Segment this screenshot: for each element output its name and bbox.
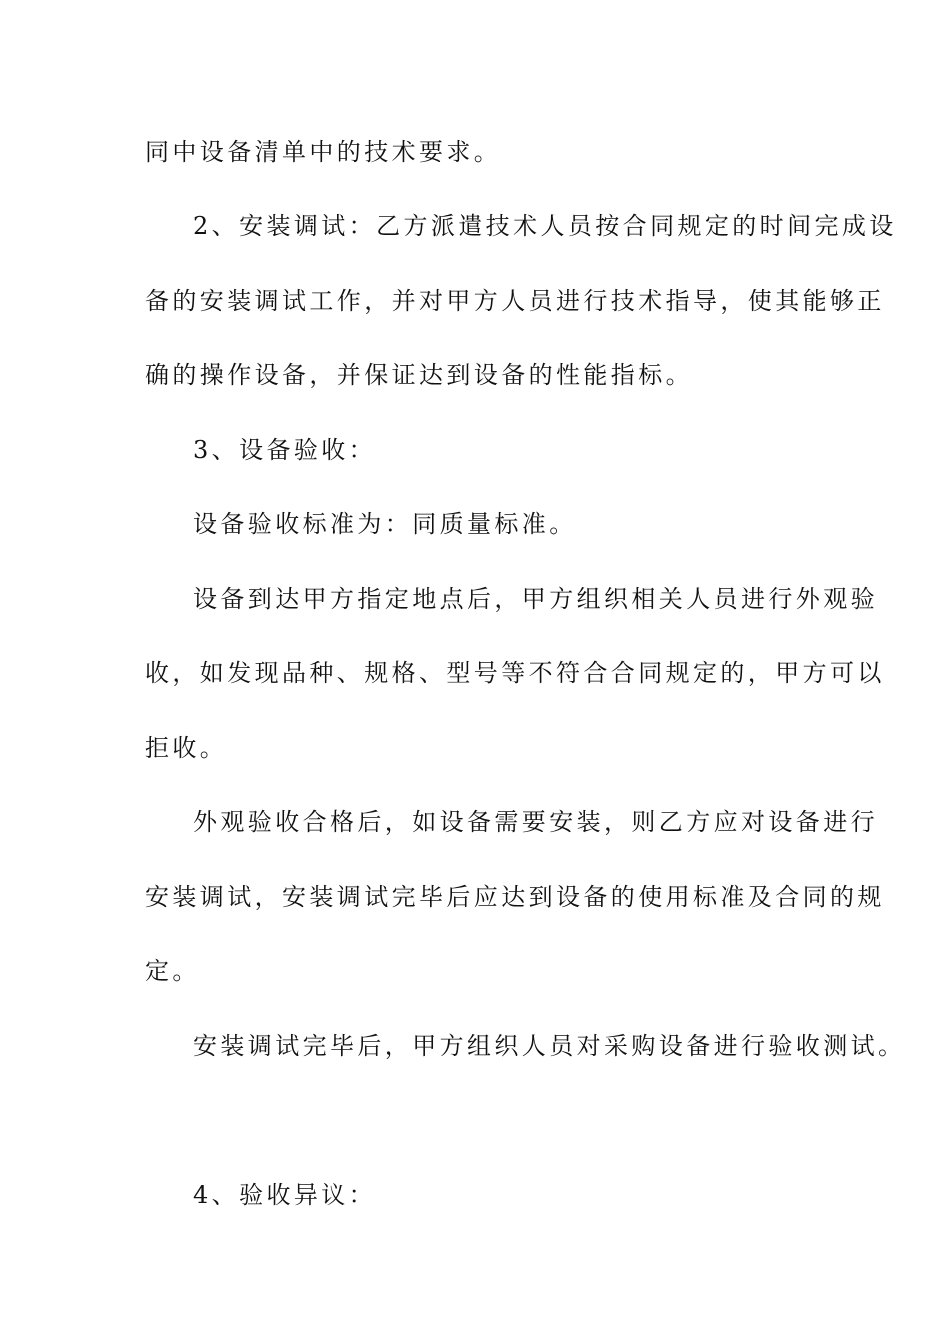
text-line-10: 外观验收合格后，如设备需要安装，则乙方应对设备进行 bbox=[193, 808, 878, 836]
text-line-1: 同中设备清单中的技术要求。 bbox=[145, 138, 502, 166]
text-line-8: 收，如发现品种、规格、型号等不符合合同规定的，甲方可以 bbox=[145, 659, 885, 687]
text-line-12: 定。 bbox=[145, 957, 200, 985]
text-line-2: 2、安装调试：乙方派遣技术人员按合同规定的时间完成设 bbox=[193, 212, 897, 240]
text-line-4: 确的操作设备，并保证达到设备的性能指标。 bbox=[145, 361, 693, 389]
text-line-6: 设备验收标准为：同质量标准。 bbox=[193, 510, 577, 538]
section-heading-3: 3、设备验收： bbox=[193, 436, 377, 464]
section-heading-4: 4、验收异议： bbox=[193, 1181, 377, 1209]
text-line-9: 拒收。 bbox=[145, 734, 228, 762]
text-line-7: 设备到达甲方指定地点后，甲方组织相关人员进行外观验 bbox=[193, 585, 878, 613]
text-line-11: 安装调试，安装调试完毕后应达到设备的使用标准及合同的规 bbox=[145, 883, 885, 911]
text-line-3: 备的安装调试工作，并对甲方人员进行技术指导，使其能够正 bbox=[145, 287, 885, 315]
text-line-13: 安装调试完毕后，甲方组织人员对采购设备进行验收测试。 bbox=[193, 1032, 906, 1060]
